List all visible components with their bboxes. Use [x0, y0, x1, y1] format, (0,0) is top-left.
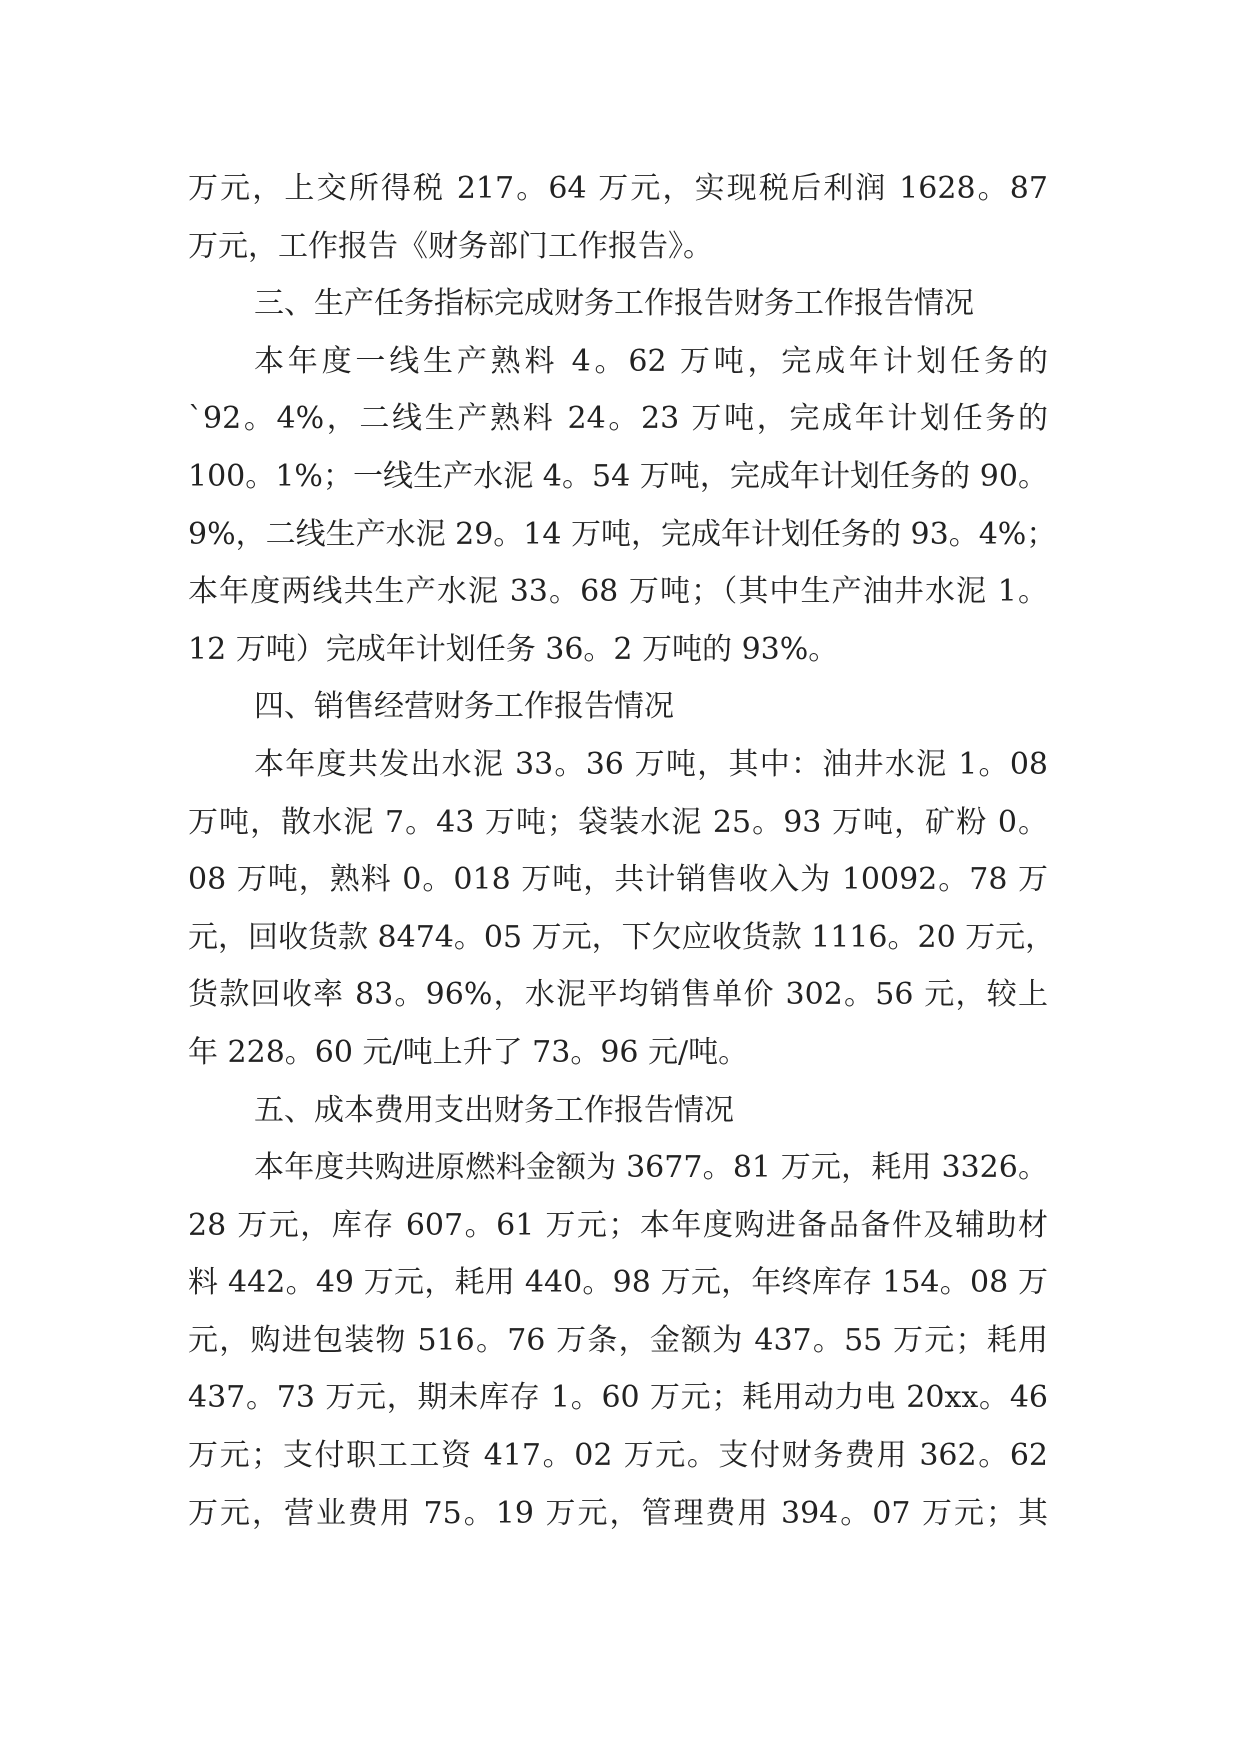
text-line-19: 28 万元，库存 607。61 万元；本年度购进备品备件及辅助材 [188, 1207, 1048, 1243]
text-line-6: 100。1%；一线生产水泥 4。54 万吨，完成年计划任务的 90。 [188, 458, 1048, 494]
text-line-21: 元，购进包装物 516。76 万条，金额为 437。55 万元；耗用 [188, 1322, 1048, 1358]
text-line-13: 08 万吨，熟料 0。018 万吨，共计销售收入为 10092。78 万 [188, 862, 1048, 898]
text-line-20: 料 442。49 万元，耗用 440。98 万元，年终库存 154。08 万 [188, 1265, 1048, 1301]
text-line-12: 万吨，散水泥 7。43 万吨；袋装水泥 25。93 万吨，矿粉 0。 [188, 804, 1048, 840]
text-line-8: 本年度两线共生产水泥 33。68 万吨；（其中生产油井水泥 1。 [188, 574, 1048, 610]
text-line-7: 9%，二线生产水泥 29。14 万吨，完成年计划任务的 93。4%； [188, 516, 1057, 552]
text-line-4: 本年度一线生产熟料 4。62 万吨，完成年计划任务的 [254, 343, 1048, 379]
text-line-22: 437。73 万元，期未库存 1。60 万元；耗用动力电 20xx。46 [188, 1380, 1048, 1416]
document-body [188, 160, 1057, 1542]
text-line-2: 万元，工作报告《财务部门工作报告》。 [188, 228, 713, 264]
text-line-16: 年 228。60 元/吨上升了 73。96 元/吨。 [188, 1034, 749, 1070]
text-line-18: 本年度共购进原燃料金额为 3677。81 万元，耗用 3326。 [254, 1150, 1048, 1186]
text-line-15: 货款回收率 83。96%，水泥平均销售单价 302。56 元，较上 [188, 977, 1048, 1013]
text-line-5: `92。4%，二线生产熟料 24。23 万吨，完成年计划任务的 [188, 401, 1048, 437]
text-line-11: 本年度共发出水泥 33。36 万吨，其中：油井水泥 1。08 [254, 746, 1048, 782]
text-line-14: 元，回收货款 8474。05 万元，下欠应收货款 1116。20 万元， [188, 919, 1056, 955]
section-heading-3: 三、生产任务指标完成财务工作报告财务工作报告情况 [254, 286, 974, 322]
text-line-23: 万元；支付职工工资 417。02 万元。支付财务费用 362。62 [188, 1438, 1048, 1474]
section-heading-4: 四、销售经营财务工作报告情况 [254, 689, 674, 725]
section-heading-5: 五、成本费用支出财务工作报告情况 [254, 1092, 734, 1128]
text-line-24: 万元，营业费用 75。19 万元，管理费用 394。07 万元；其 [188, 1495, 1048, 1531]
text-line-9: 12 万吨）完成年计划任务 36。2 万吨的 93%。 [188, 631, 839, 667]
text-line-1: 万元，上交所得税 217。64 万元，实现税后利润 1628。87 [188, 171, 1048, 206]
